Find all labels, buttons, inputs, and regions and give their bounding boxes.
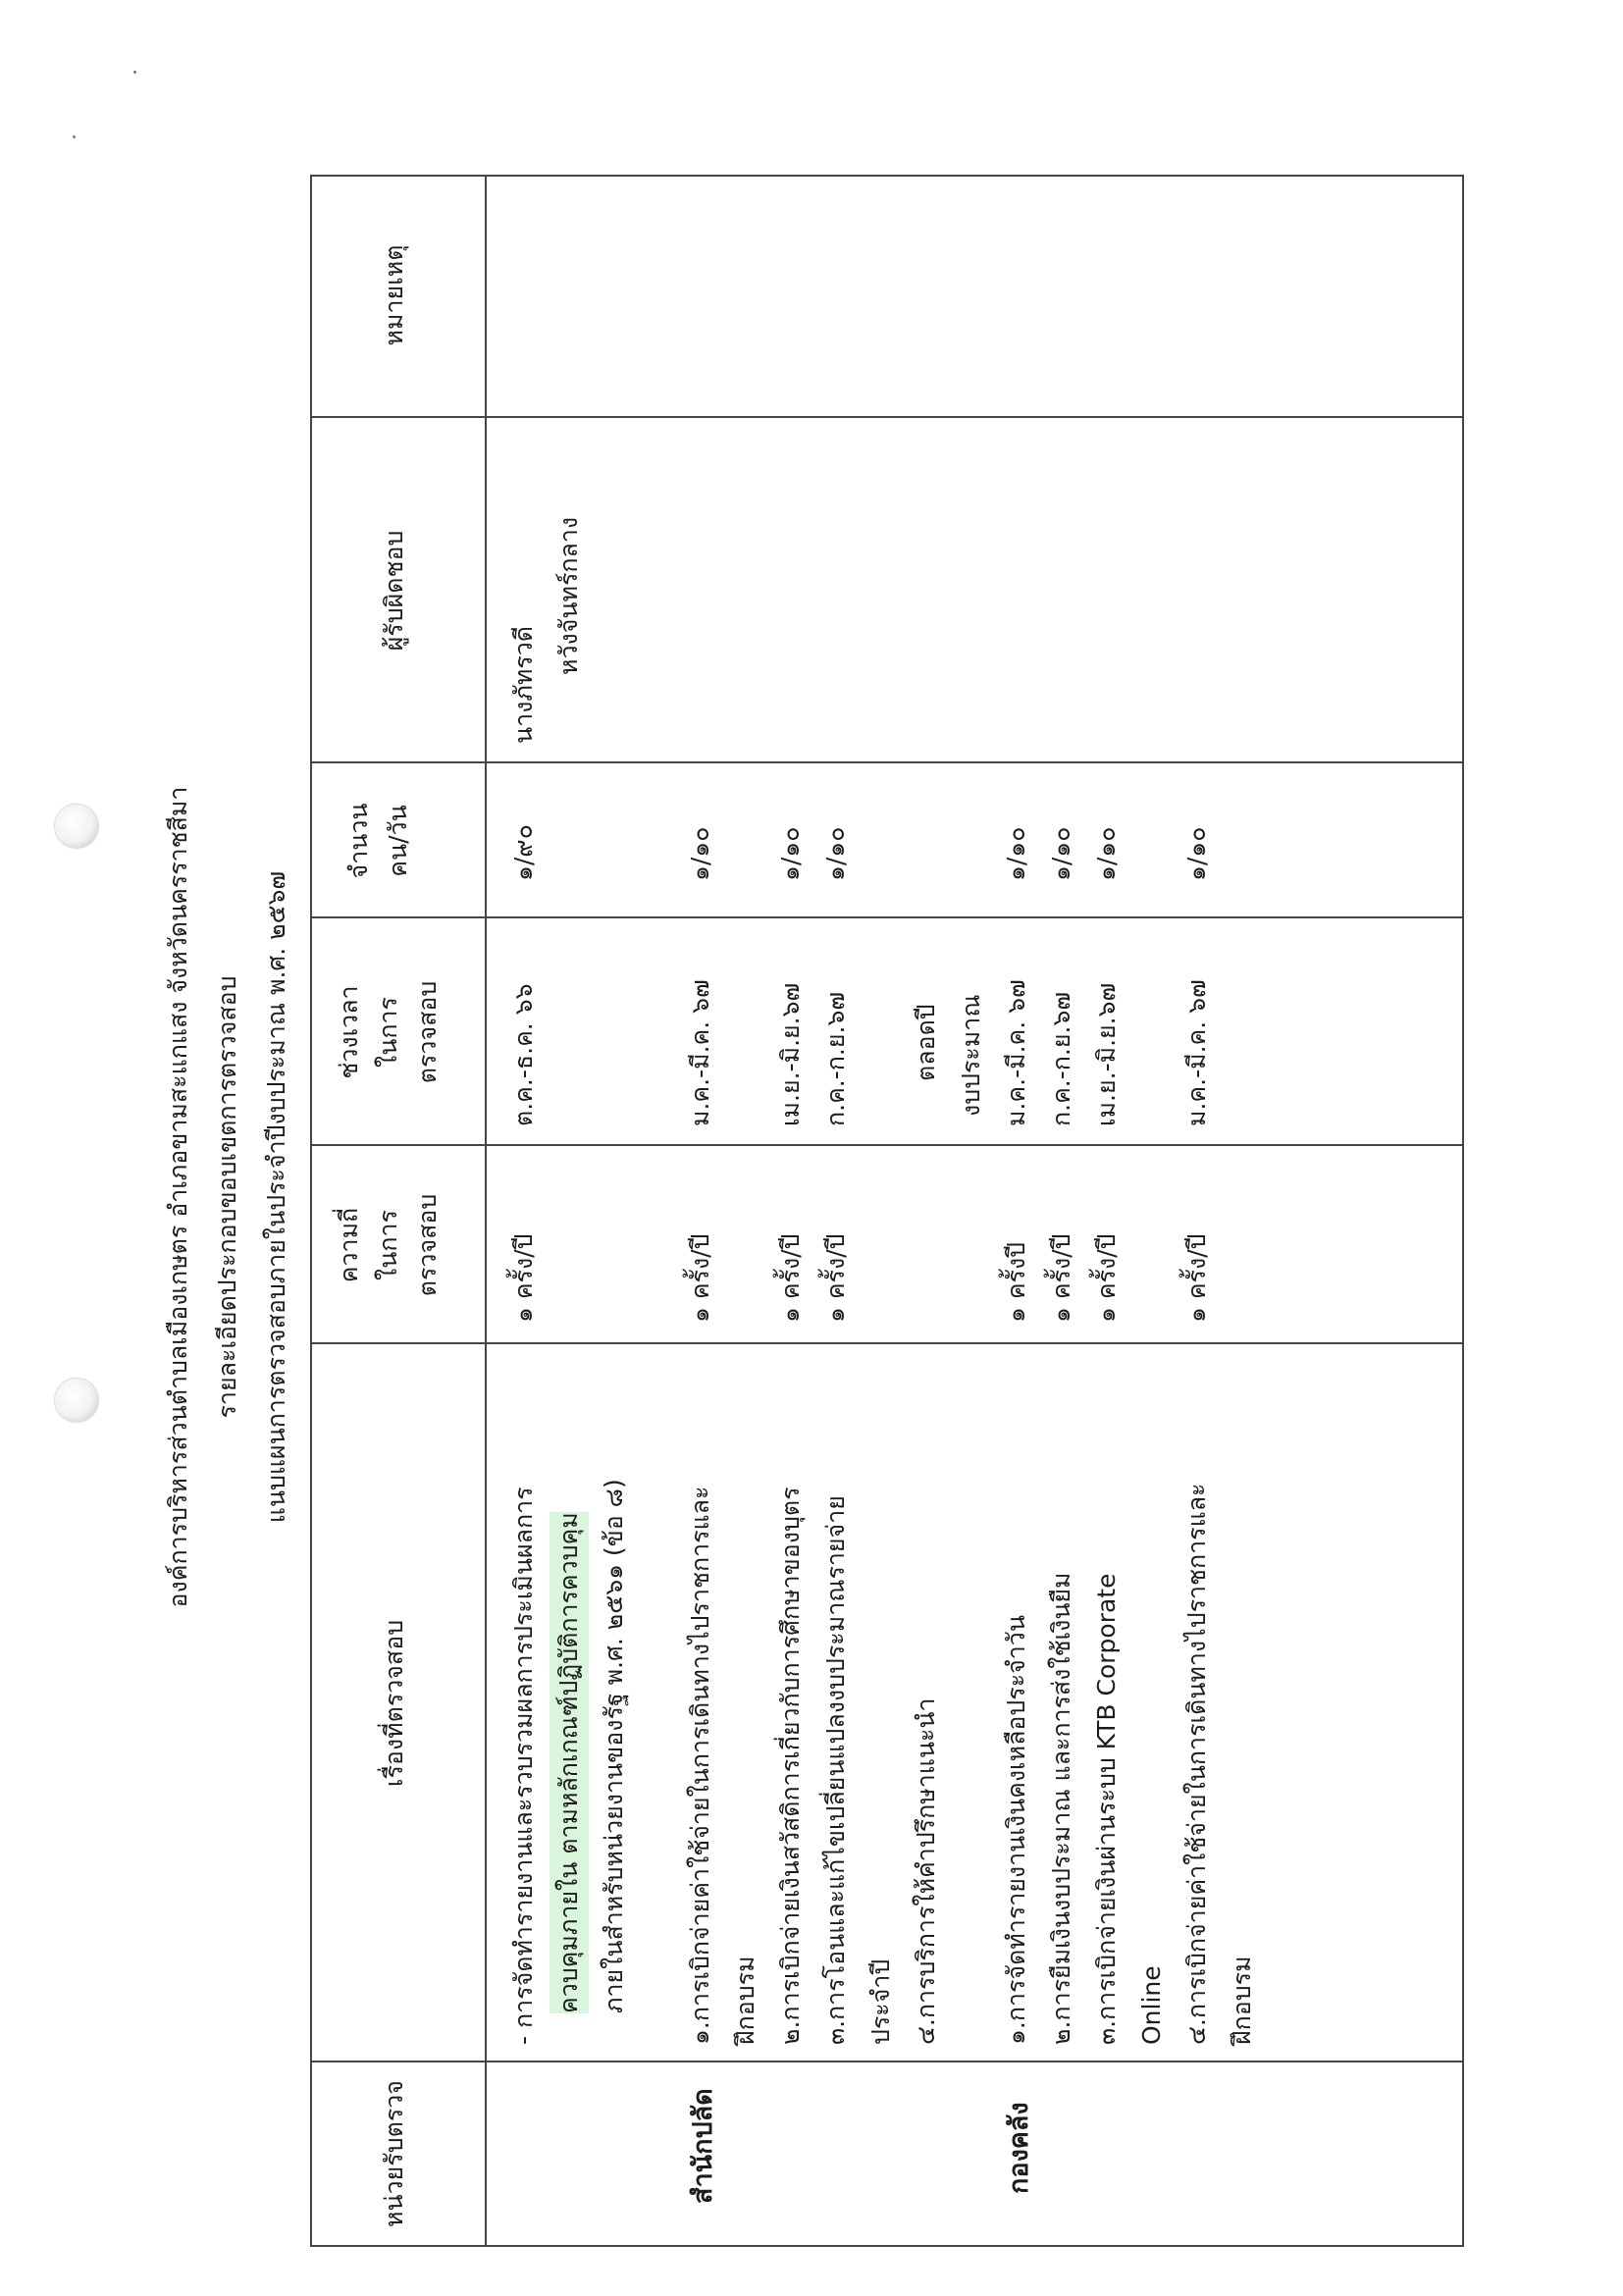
people-days-cell: ๑/๑๐ [1002, 826, 1030, 881]
scan-speck [73, 135, 76, 138]
office-topic-3-line-2: ประจำปี [866, 1958, 895, 2045]
topic-internal-control-line-3: ภายในสำหรับหน่วยงานของรัฐ พ.ศ. ๒๕๖๑ (ข้อ ๘) [600, 1479, 628, 2013]
frequency-cell: ๑ ครั้ง/ปี [1182, 1233, 1211, 1323]
column-header-people [340, 763, 418, 918]
punch-hole-bottom [55, 1379, 98, 1422]
people-days-cell: ๑/๑๐ [686, 826, 714, 881]
period-cell: ม.ค.-มี.ค. ๖๗ [1182, 979, 1211, 1126]
office-topic-4: ๔.การบริการให้คำปรึกษาแนะนำ [912, 1697, 940, 2045]
period-cell: ก.ค.-ก.ย.๖๗ [821, 991, 850, 1126]
scan-speck [133, 71, 136, 74]
punch-hole-top [55, 805, 98, 848]
period-cell: ตลอดปี [912, 1004, 940, 1081]
column-header-frequency [330, 1146, 447, 1344]
frequency-cell: ๑ ครั้ง/ปี [1047, 1233, 1075, 1323]
column-header-frequency-line: ในการ [374, 1210, 402, 1280]
finance-topic-2: ๒.การยืมเงินงบประมาณ และการส่งใช้เงินยืม [1047, 1572, 1075, 2045]
people-days-cell: ๑/๙๐ [509, 824, 538, 881]
responsible-surname: หวังจันทร์กลาง [554, 516, 583, 675]
finance-topic-4-line-2: ฝึกอบรม [1228, 1956, 1256, 2045]
rotated-document [147, 98, 1623, 2296]
period-cell: ก.ค.-ก.ย.๖๗ [1047, 991, 1075, 1126]
column-header-people-line: จำนวน [344, 803, 373, 879]
finance-topic-3-line-1: ๓.การเบิกจ่ายเงินผ่านระบบ KTB Corporate [1092, 1573, 1121, 2045]
finance-topic-1: ๑.การจัดทำรายงานเงินคงเหลือประจำวัน [1002, 1615, 1030, 2045]
frequency-cell: ๑ ครั้ง/ปี [821, 1233, 850, 1323]
topic-internal-control-line-1: - การจัดทำรายงานและรวบรวมผลการประเมินผลการ [509, 1487, 538, 2045]
people-days-cell: ๑/๑๐ [1047, 826, 1075, 881]
column-header-unit: หน่วยรับตรวจ [380, 2080, 408, 2227]
topic-internal-control-line-2: ควบคุมภายใน ตามหลักเกณฑ์ปฏิบัติการควบคุม [550, 1512, 589, 2013]
office-topic-1-line-2: ฝึกอบรม [731, 1956, 759, 2045]
finance-topic-4-line-1: ๔.การเบิกจ่ายค่าใช้จ่ายในการเดินทางไปราชการและ [1182, 1483, 1211, 2045]
office-topic-1-line-1: ๑.การเบิกจ่ายค่าใช้จ่ายในการเดินทางไปราชการและ [686, 1486, 714, 2045]
column-header-people-line: คน/วัน [384, 805, 412, 877]
responsible-name: นางภัทรวดี [509, 626, 538, 744]
column-header-remark: หมายเหตุ [380, 244, 408, 346]
column-header-period-line: ช่วงเวลา [335, 985, 363, 1079]
column-header-period-line: ตรวจสอบ [413, 980, 442, 1084]
period-cell: เม.ย.-มิ.ย.๖๗ [1092, 982, 1121, 1126]
period-cell: งบประมาณ [957, 994, 985, 1117]
column-header-period-line: ในการ [374, 997, 402, 1068]
frequency-cell: ๑ ครั้ง/ปี [509, 1233, 538, 1323]
people-days-cell: ๑/๑๐ [776, 826, 805, 881]
audit-scope-table [310, 175, 1464, 2247]
office-topic-3-line-1: ๓.การโอนและแก้ไขเปลี่ยนแปลงงบประมาณรายจ่าย [821, 1495, 850, 2045]
period-cell: เม.ย.-มิ.ย.๖๗ [776, 982, 805, 1126]
column-header-frequency-line: ตรวจสอบ [413, 1193, 442, 1297]
column-header-frequency-line: ความถี่ [335, 1207, 363, 1283]
period-cell: ม.ค.-มี.ค. ๖๗ [686, 979, 714, 1126]
column-header-topic: เรื่องที่ตรวจสอบ [380, 1619, 408, 1788]
frequency-cell: ๑ ครั้งปี [1002, 1241, 1030, 1323]
people-days-cell: ๑/๑๐ [1182, 826, 1211, 881]
period-cell: ม.ค.-มี.ค. ๖๗ [1002, 979, 1030, 1126]
header-divider [485, 177, 487, 2245]
header-detail-title: รายละเอียดประกอบขอบเขตการตรวจสอบ [213, 975, 241, 1419]
finance-topic-3-line-2: Online [1137, 1965, 1166, 2045]
column-header-responsible: ผู้รับผิดชอบ [380, 530, 408, 652]
people-days-cell: ๑/๑๐ [1092, 826, 1121, 881]
period-cell: ต.ค.-ธ.ค. ๖๖ [509, 983, 538, 1126]
frequency-cell: ๑ ครั้ง/ปี [686, 1233, 714, 1323]
office-topic-2: ๒.การเบิกจ่ายเงินสวัสดิการเกี่ยวกับการศึกษาของบุตร [776, 1487, 805, 2045]
unit-office-name: สำนักปลัด [688, 2088, 718, 2204]
header-organization: องค์การบริหารส่วนตำบลเมืองเกษตร อำเภอขามสะแกแสง จังหวัดนครราชสีมา [164, 786, 192, 1608]
header-plan-title: แนบแผนการตรวจสอบภายในประจำปีงบประมาณ พ.ศ. ๒๕๖๗ [262, 870, 290, 1524]
frequency-cell: ๑ ครั้ง/ปี [1092, 1233, 1121, 1323]
unit-finance-name: กองคลัง [1004, 2102, 1034, 2194]
column-header-period [330, 918, 447, 1146]
frequency-cell: ๑ ครั้ง/ปี [776, 1233, 805, 1323]
people-days-cell: ๑/๑๐ [821, 826, 850, 881]
